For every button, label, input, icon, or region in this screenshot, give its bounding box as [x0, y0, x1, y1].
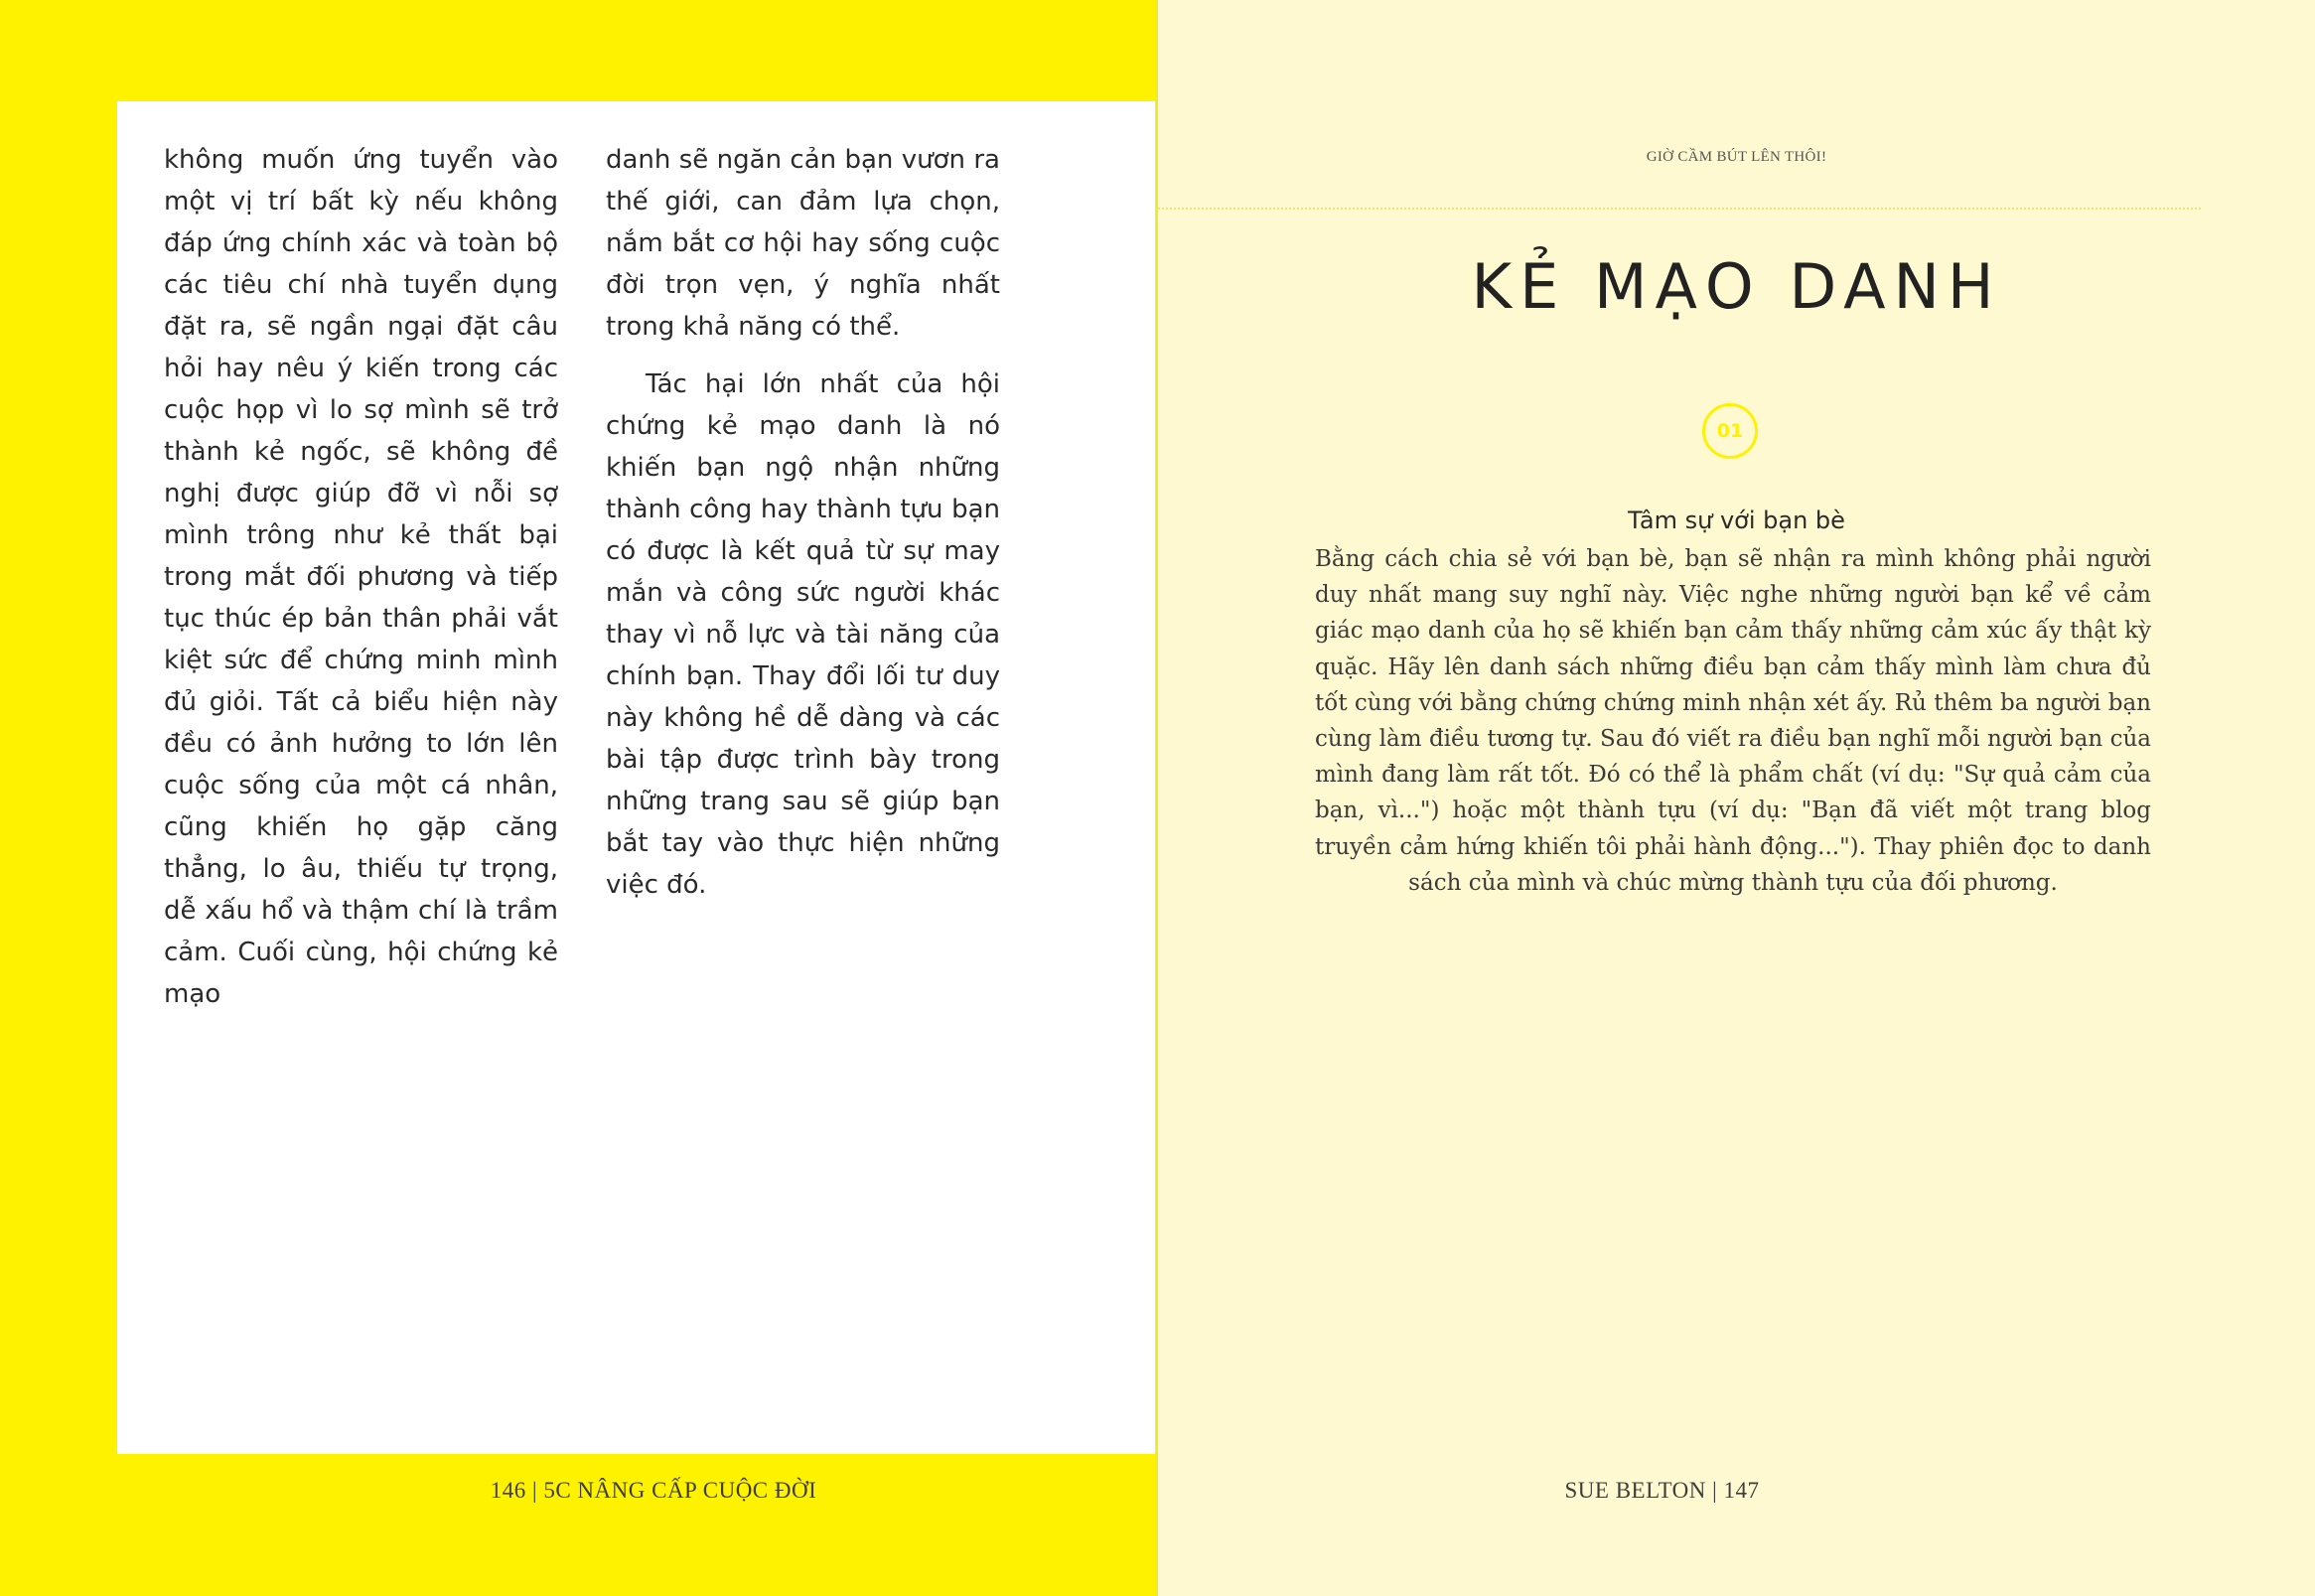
- exercise-number-badge: 01: [1702, 403, 1758, 459]
- body-paragraph: Tác hại lớn nhất của hội chứng kẻ mạo danh là nó khiến bạn ngộ nhận những thành công hay thành tựu bạn có được là kết quả từ sự may mắn và công sức người khác thay vì nỗ lực và tài năng của chính bạn. Thay đổi lối tư duy này không hề dễ dàng và các bài tập được trình bày trong những trang sau sẽ giúp bạn bắt tay vào thực hiện những việc đó.: [606, 369, 1000, 900]
- body-paragraph: không muốn ứng tuyển vào một vị trí bất kỳ nếu không đáp ứng chính xác và toàn bộ các tiêu chí nhà tuyển dụng đặt ra, sẽ ngần ngại đặt câu hỏi hay nêu ý kiến trong các cuộc họp vì lo sợ mình sẽ trở thành kẻ ngốc, sẽ không đề nghị được giúp đỡ vì nỗi sợ mình trông như kẻ thất bại trong mắt đối phương và tiếp tục thúc ép bản thân phải vắt kiệt sức để chứng minh mình đủ giỏi. Tất cả biểu hiện này đều có ảnh hưởng to lớn lên cuộc sống của một cá nhân, cũng khiến họ gặp căng thẳng, lo âu, thiếu tự trọng, dễ xấu hổ và thậm chí là trầm cảm. Cuối cùng, hội chứng kẻ mạo: [164, 145, 558, 1009]
- right-page: [1158, 0, 2315, 1596]
- body-paragraph: danh sẽ ngăn cản bạn vươn ra thế giới, can đảm lựa chọn, nắm bắt cơ hội hay sống cuộc đời trọn vẹn, ý nghĩa nhất trong khả năng có thể.: [606, 145, 1000, 342]
- text-column-2: [606, 139, 1000, 906]
- running-head: GIỜ CẦM BÚT LÊN THÔI!: [1646, 149, 1827, 165]
- dotted-divider: [1158, 208, 2201, 210]
- text-panel: [117, 101, 1155, 1454]
- exercise-title: Tâm sự với bạn bè: [1628, 507, 1845, 534]
- exercise-body: Bằng cách chia sẻ với bạn bè, bạn sẽ nhận ra mình không phải người duy nhất mang suy nghĩ này. Việc nghe những người bạn kể về cảm giác mạo danh của họ sẽ khiến bạn cảm thấy những cảm xúc ấy thật kỳ quặc. Hãy lên danh sách những điều bạn cảm thấy mình làm chưa đủ tốt cùng với bằng chứng chứng minh nhận xét ấy. Rủ thêm ba người bạn cùng làm điều tương tự. Sau đó viết ra điều bạn nghĩ mỗi người bạn của mình đang làm rất tốt. Đó có thể là phẩm chất (ví dụ: "Sự quả cảm của bạn, vì...") hoặc một thành tựu (ví dụ: "Bạn đã viết một trang blog truyền cảm hứng khiến tôi phải hành động..."). Thay phiên đọc to danh sách của mình và chúc mừng thành tựu của đối phương.: [1315, 546, 2151, 896]
- left-page-footer: 146 | 5C NÂNG CẤP CUỘC ĐỜI: [490, 1478, 817, 1503]
- chapter-title: KẺ MẠO DANH: [1471, 250, 2002, 323]
- right-page-footer: SUE BELTON | 147: [1564, 1478, 1760, 1503]
- text-column-1: [164, 139, 558, 1015]
